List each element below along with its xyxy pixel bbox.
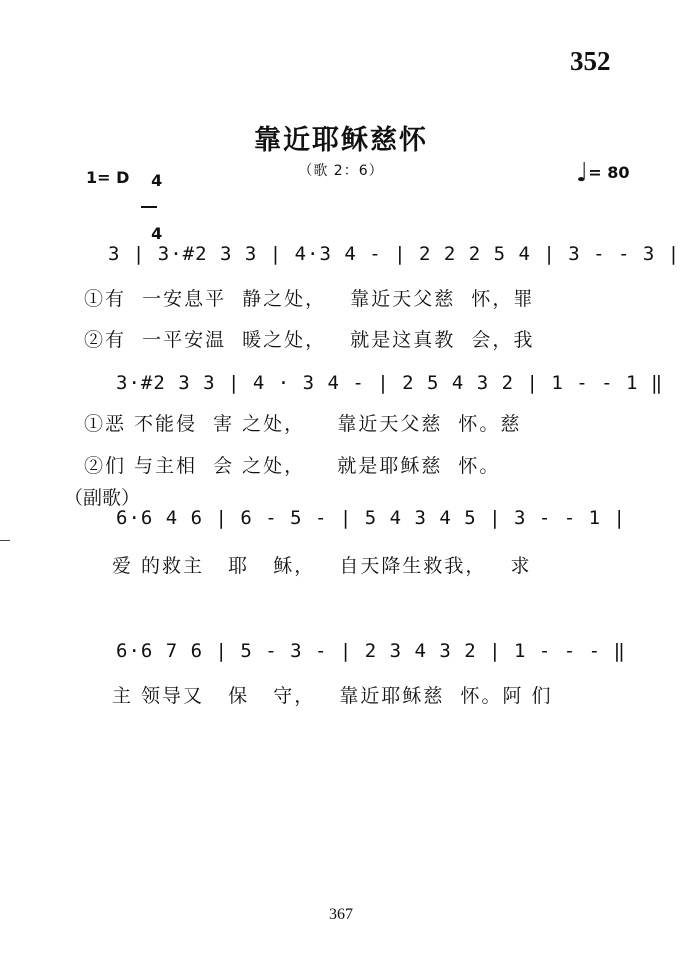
chorus-label: （副歌）	[64, 487, 141, 509]
notation-line-2: 3·#2 3 3 | 4 · 3 4 - | 2 5 4 3 2 | 1 - - 1 ‖	[116, 372, 664, 394]
scripture-reference: （歌 2：6）	[298, 163, 384, 179]
lyric-line-2-verse-2: ②们 与主相 会 之处， 就是耶稣慈 怀。	[84, 455, 501, 477]
tempo-value: = 80	[588, 163, 630, 182]
time-signature-divider	[141, 206, 157, 208]
key-signature: 1= D	[86, 168, 130, 187]
hymn-title: 靠近耶稣慈怀	[254, 125, 428, 156]
time-signature-bottom: 4	[151, 224, 163, 243]
time-signature-top: 4	[151, 171, 163, 190]
margin-mark	[0, 540, 10, 541]
time-signature	[140, 155, 163, 243]
hymn-number: 352	[570, 46, 611, 76]
quarter-note-icon: ♩	[576, 158, 589, 188]
lyric-line-4: 主 领导又 保 守， 靠近耶稣慈 怀。阿 们	[112, 685, 553, 707]
notation-line-3: 6·6 4 6 | 6 - 5 - | 5 4 3 4 5 | 3 - - 1 |	[116, 507, 626, 529]
page-number: 367	[329, 906, 353, 923]
lyric-line-1-verse-1: ①有 一安息平 静之处， 靠近天父慈 怀，罪	[84, 288, 535, 310]
tempo-marking	[576, 158, 630, 188]
notation-line-1: 3 | 3·#2 3 3 | 4·3 4 - | 2 2 2 5 4 | 3 - - 3 |	[108, 243, 681, 265]
lyric-line-3: 爱 的救主 耶 稣， 自天降生救我， 求	[112, 555, 532, 577]
lyric-line-2-verse-1: ①恶 不能侵 害 之处， 靠近天父慈 怀。慈	[84, 413, 522, 435]
notation-line-4: 6·6 7 6 | 5 - 3 - | 2 3 4 3 2 | 1 - - - ‖	[116, 640, 626, 662]
lyric-line-1-verse-2: ②有 一平安温 暖之处， 就是这真教 会，我	[84, 329, 535, 351]
